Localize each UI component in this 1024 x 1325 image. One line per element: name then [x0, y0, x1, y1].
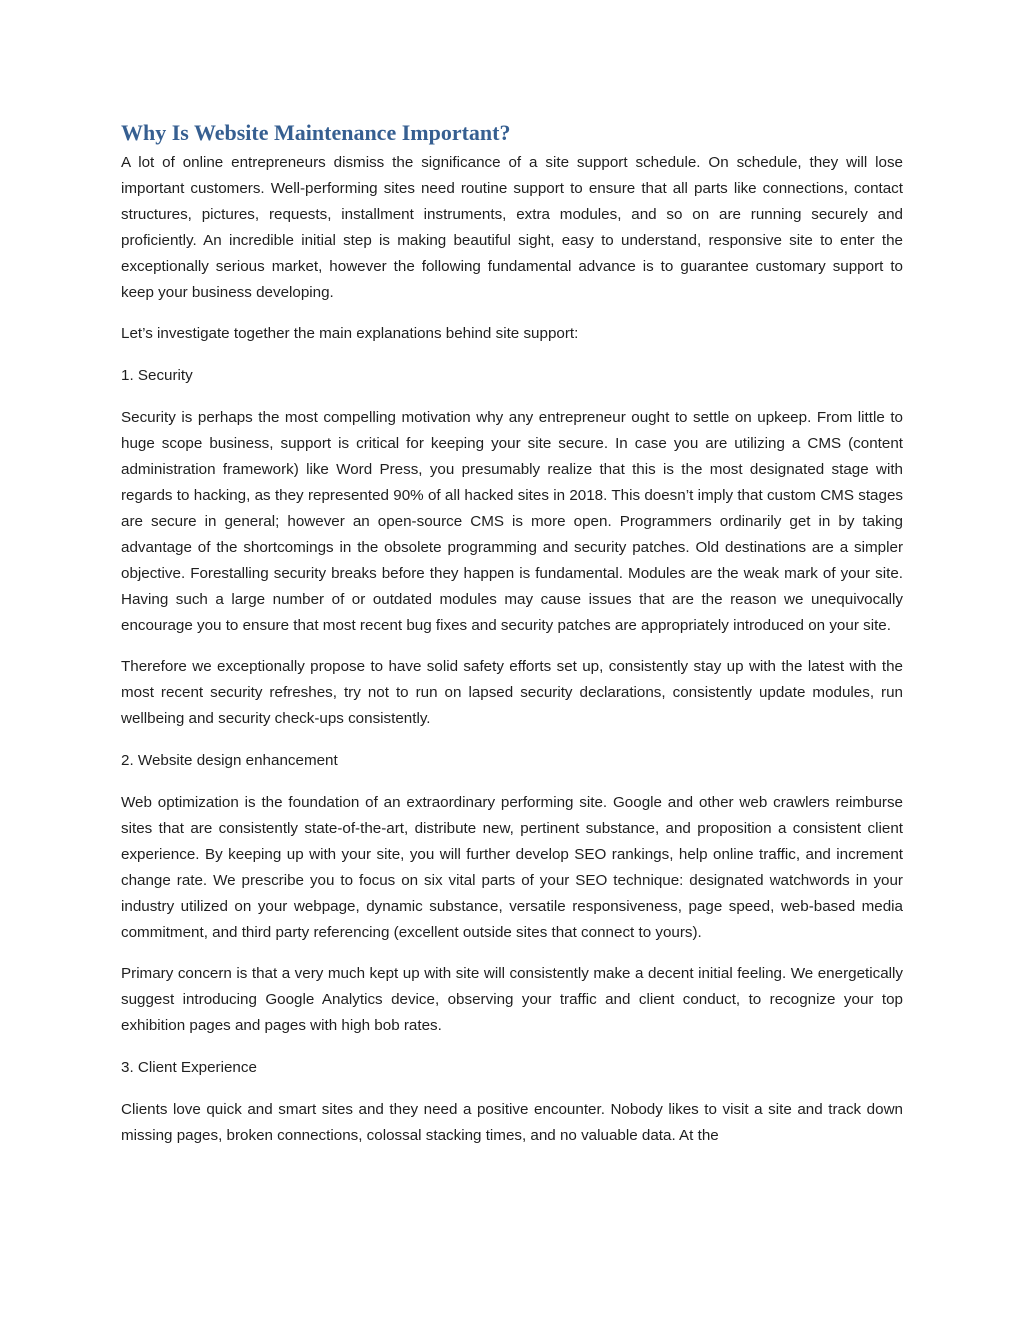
section-paragraph: Clients love quick and smart sites and they need a positive encounter. Nobody likes to visit a site and track down missing pages, broken connections, colossal stacking times, and no valuable data. At the: [121, 1101, 903, 1144]
section-website-design: [121, 748, 903, 1039]
document-title: Why Is Website Maintenance Important?: [121, 120, 511, 145]
lead-paragraph: Let’s investigate together the main explanations behind site support:: [121, 325, 579, 343]
section-security: [121, 363, 903, 732]
section-client-experience: [121, 1055, 903, 1149]
section-heading: 2. Website design enhancement: [121, 752, 338, 770]
document-page: [121, 118, 903, 1165]
section-heading: 3. Client Experience: [121, 1059, 257, 1077]
intro-paragraph: A lot of online entrepreneurs dismiss the significance of a site support schedule. On schedule, they will lose important customers. Well-performing sites need routine support to ensure that all parts like connections, contact structures, pictures, requests, installment instruments, extra modules, and so on are running securely and proficiently. An incredible initial step is making beautiful sight, easy to understand, responsive site to enter the exceptionally serious market, however the following fundamental advance is to guarantee customary support to keep your business developing.: [121, 154, 903, 301]
section-paragraph: Security is perhaps the most compelling motivation why any entrepreneur ought to settle on upkeep. From little to huge scope business, support is critical for keeping your site secure. In case you are utilizing a CMS (content administration framework) like Word Press, you presumably realize that this is the most designated stage with regards to hacking, as they represented 90% of all hacked sites in 2018. This doesn’t imply that custom CMS stages are secure in general; however an open-source CMS is more open. Programmers ordinarily get in by taking advantage of the shortcomings in the obsolete programming and security patches. Old destinations are a simpler objective. Forestalling security breaks before they happen is fundamental. Modules are the weak mark of your site. Having such a large number of or outdated modules may cause issues that are the reason we unequivocally encourage you to ensure that most recent bug fixes and security patches are appropriately introduced on your site.: [121, 409, 903, 634]
section-heading: 1. Security: [121, 367, 193, 385]
section-paragraph: Primary concern is that a very much kept up with site will consistently make a decent initial feeling. We energetically suggest introducing Google Analytics device, observing your traffic and client conduct, to recognize your top exhibition pages and pages with high bob rates.: [121, 965, 903, 1035]
section-paragraph: Web optimization is the foundation of an extraordinary performing site. Google and other web crawlers reimburse sites that are consistently state-of-the-art, distribute new, pertinent substance, and proposition a consistent client experience. By keeping up with your site, you will further develop SEO rankings, help online traffic, and increment change rate. We prescribe you to focus on six vital parts of your SEO technique: designated watchwords in your industry utilized on your webpage, dynamic substance, versatile responsiveness, page speed, web-based media commitment, and third party referencing (excellent outside sites that connect to yours).: [121, 794, 903, 941]
section-paragraph: Therefore we exceptionally propose to have solid safety efforts set up, consistently stay up with the latest with the most recent security refreshes, try not to run on lapsed security declarations, consistently update modules, run wellbeing and security check-ups consistently.: [121, 658, 903, 728]
